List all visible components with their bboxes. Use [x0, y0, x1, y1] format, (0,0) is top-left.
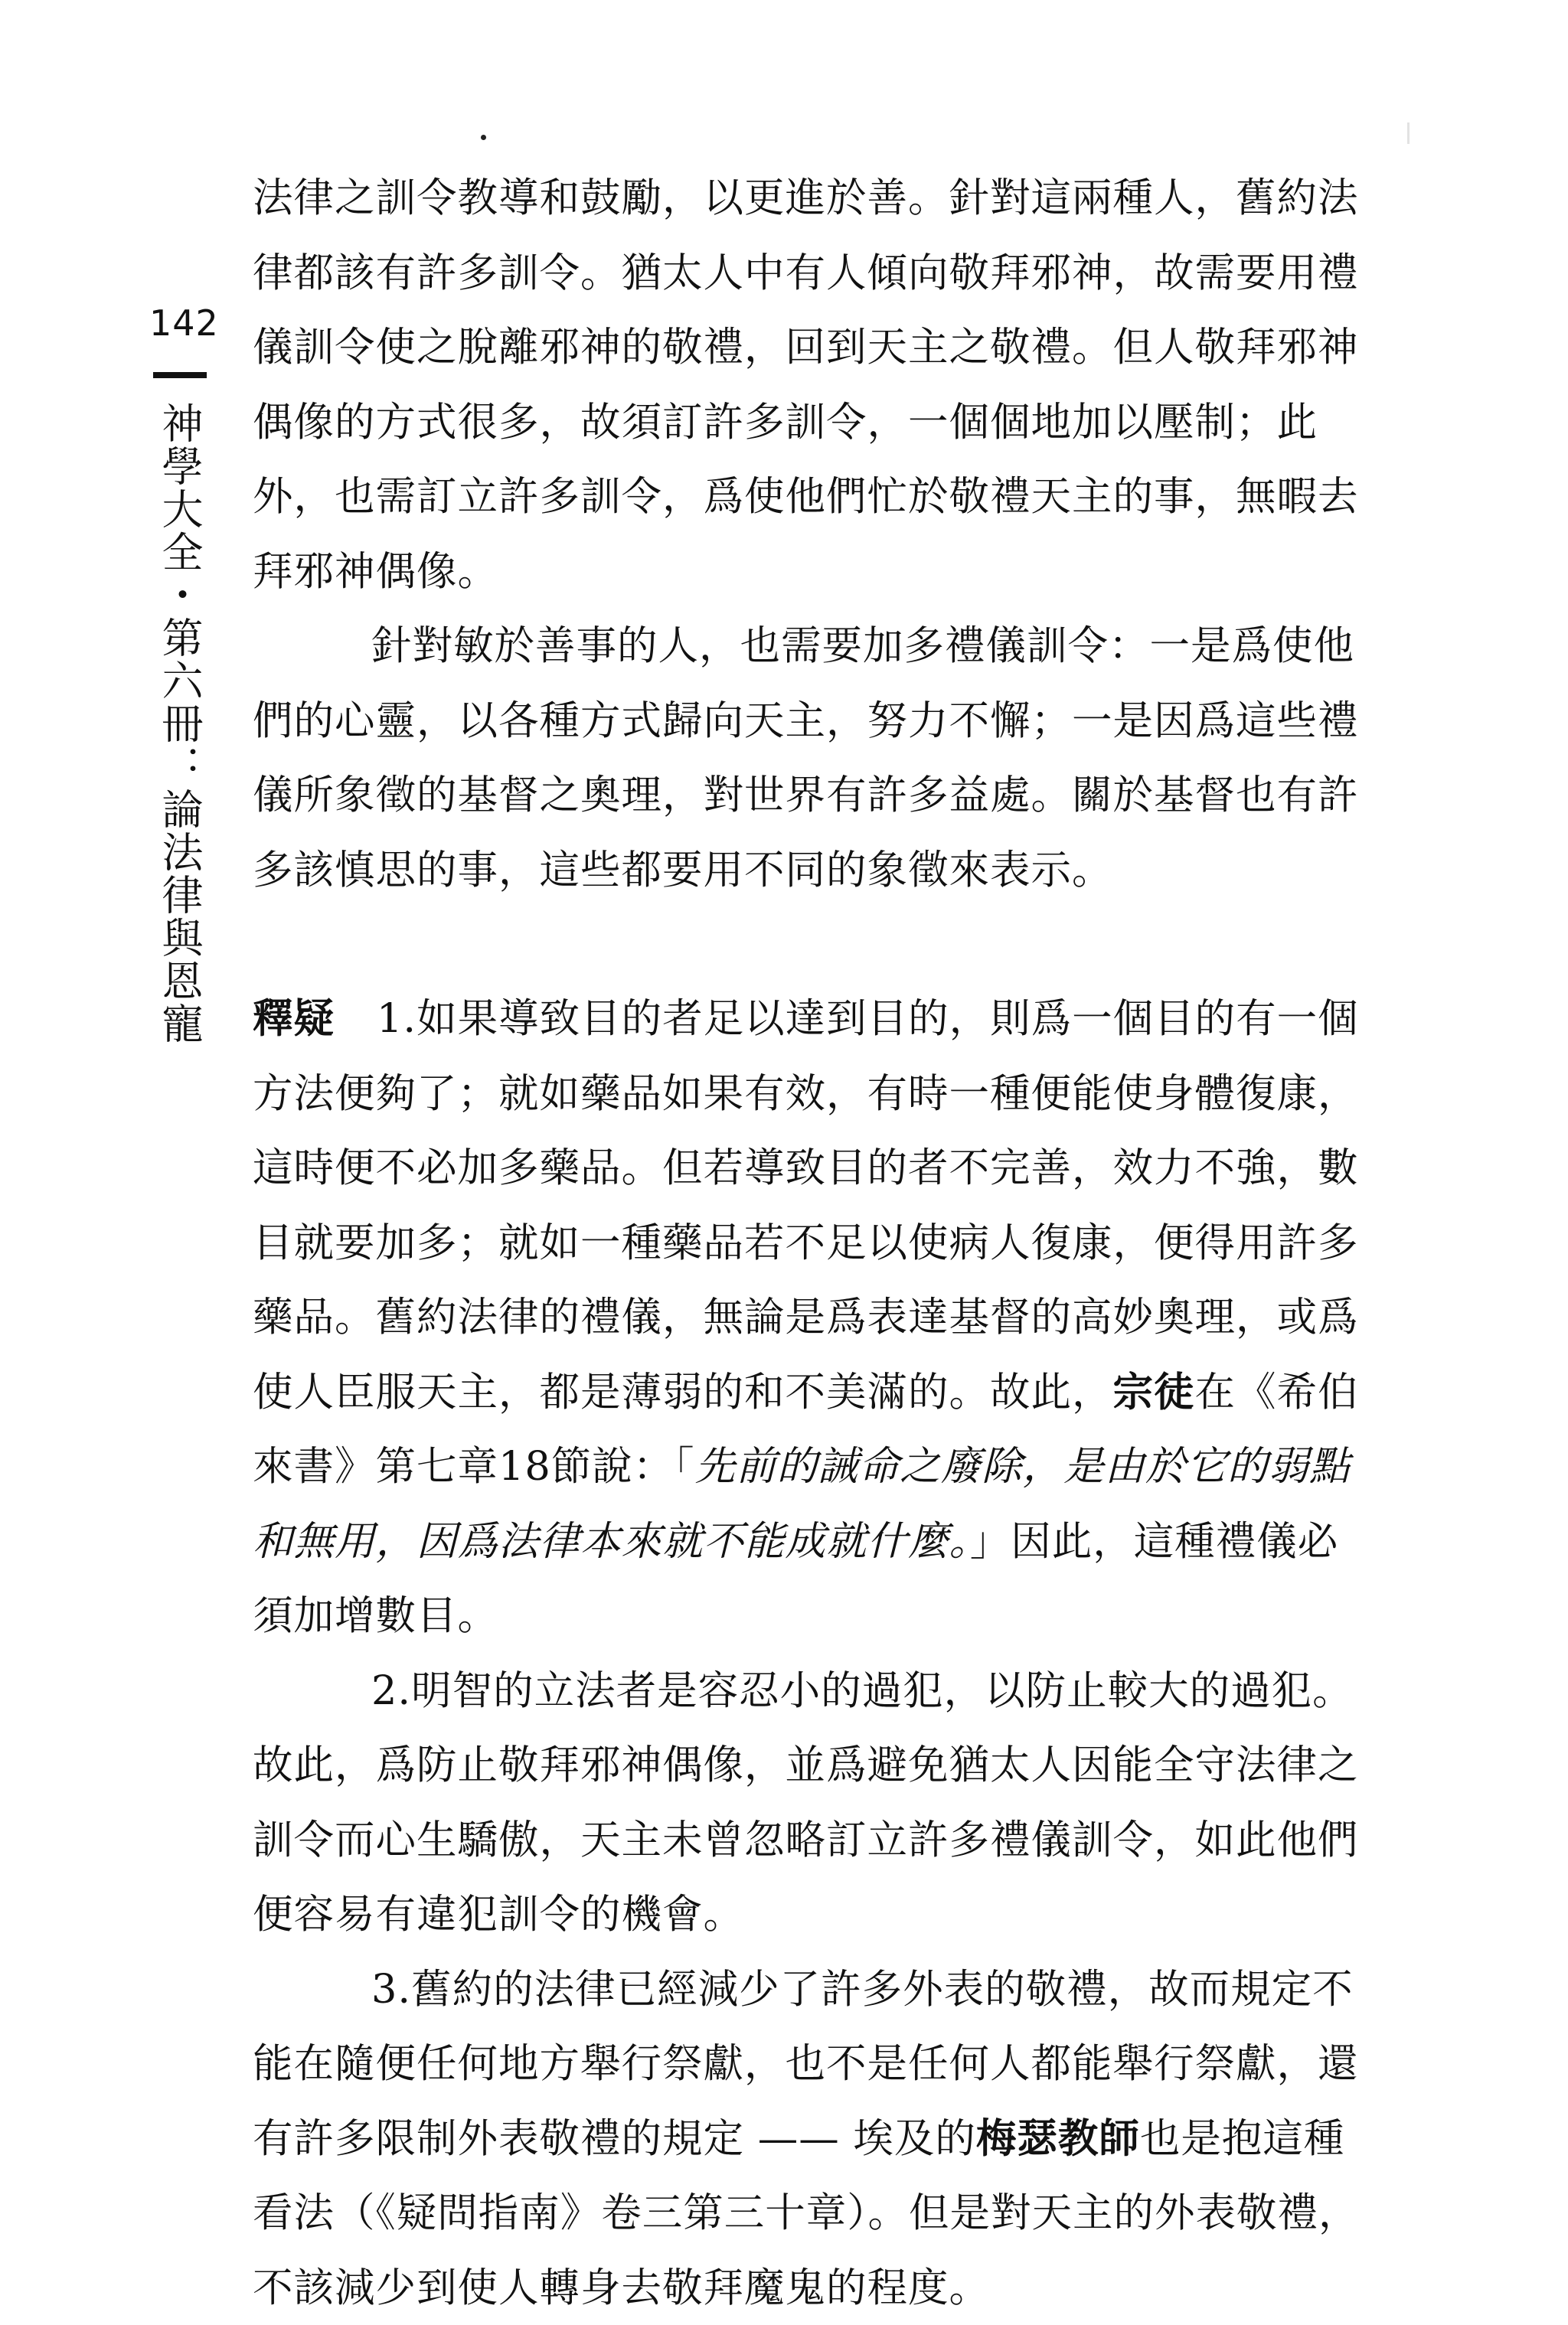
reply-3-teacher: 梅瑟教師: [976, 2115, 1140, 2162]
reply-3-text-b: 也是抱這種看法（《疑問指南》卷三第三十章）。但是對天主的外表敬禮，不該減少到使人轉身去敬拜魔鬼的程度。: [253, 2115, 1360, 2311]
margin-rule: [153, 372, 207, 378]
reply-3: [253, 1952, 1367, 2325]
reply-1: [253, 981, 1367, 1654]
paragraph-2: 針對敏於善事的人，也需要加多禮儀訓令：一是爲使他們的心靈，以各種方式歸向天主，努力不懈；一是因爲這些禮儀所象徵的基督之奧理，對世界有許多益處。關於基督也有許多該慎思的事，這些都要用不同的象徵來表示。: [253, 609, 1367, 907]
page-number: 142: [149, 302, 219, 344]
body-text: [253, 161, 1367, 2325]
reply-1-text-b: 在《希伯來書》第七章18節說：「: [253, 1369, 1359, 1491]
reply-3-text-a: 3.舊約的法律已經減少了許多外表的敬禮，故而規定不能在隨便任何地方舉行祭獻，也不是任何人都能舉行祭獻，還有許多限制外表敬禮的規定 —— 埃及的: [253, 1966, 1359, 2162]
reply-1-text-c: 」因此，這種禮儀必須加增數目。: [253, 1518, 1338, 1640]
paragraph-1: 法律之訓令教導和鼓勵，以更進於善。針對這兩種人，舊約法律都該有許多訓令。猶太人中有人傾向敬拜邪神，故需要用禮儀訓令使之脫離邪神的敬禮，回到天主之敬禮。但人敬拜邪神偶像的方式很多，故須訂許多訓令，一個個地加以壓制；此外，也需訂立許多訓令，爲使他們忙於敬禮天主的事，無暇去拜邪神偶像。: [253, 161, 1367, 609]
running-title: 神學大全・第六冊：論法律與恩寵: [152, 402, 207, 1045]
reply-1-text-a: 1.如果導致目的者足以達到目的，則爲一個目的有一個方法便夠了；就如藥品如果有效，有時一種便能使身體復康，這時便不必加多藥品。但若導致目的者不完善，效力不強，數目就要加多；就如一種藥品若不足以使病人復康，便得用許多藥品。舊約法律的禮儀，無論是爲表達基督的高妙奧理，或爲使人臣服天主，都是薄弱的和不美滿的。故此，: [253, 995, 1359, 1416]
reply-heading: 釋疑: [253, 995, 335, 1042]
reply-1-apostle: 宗徒: [1113, 1369, 1195, 1416]
scan-dot: [481, 135, 486, 140]
scan-speck: [1407, 122, 1410, 144]
reply-1-quote: 先前的誡命之廢除，是由於它的弱點和無用，因爲法律本來就不能成就什麼。: [253, 1443, 1351, 1565]
reply-2: 2.明智的立法者是容忍小的過犯，以防止較大的過犯。故此，爲防止敬拜邪神偶像，並爲避免猶太人因能全守法律之訓令而心生驕傲，天主未曾忽略訂立許多禮儀訓令，如此他們便容易有違犯訓令的機會。: [253, 1654, 1367, 1952]
